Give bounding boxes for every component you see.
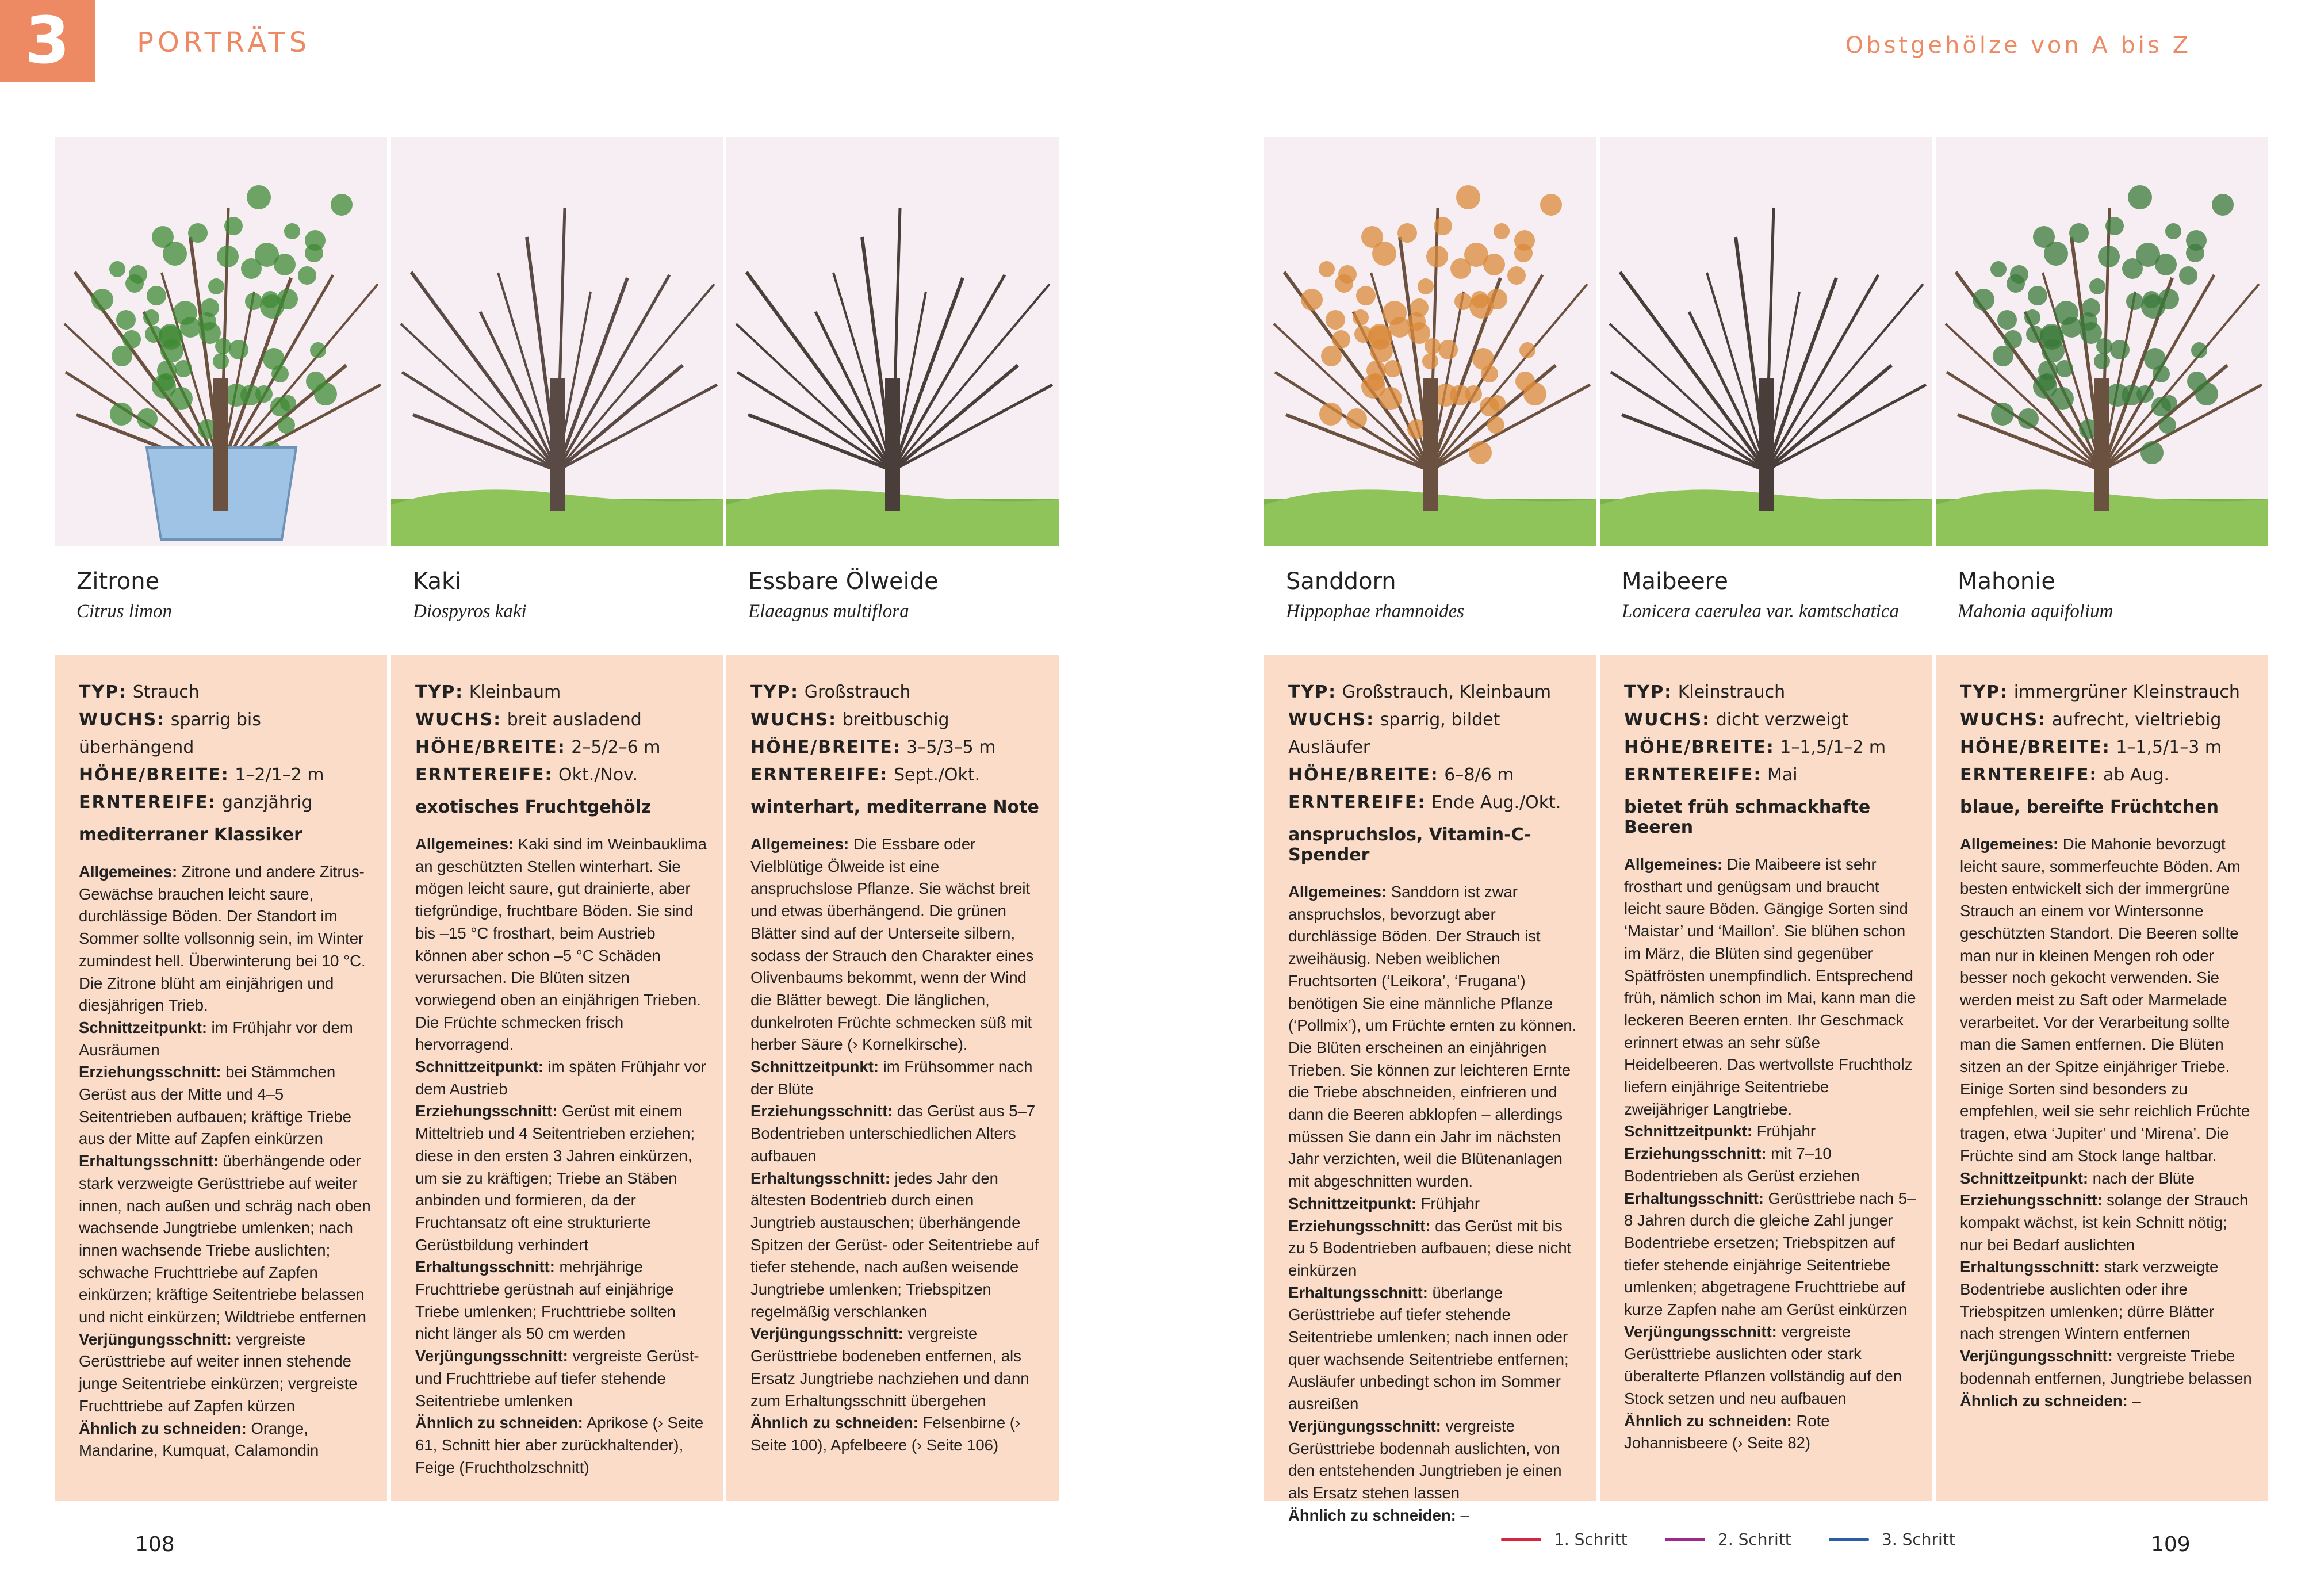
section-text: Schnittzeitpunkt: Frühjahr: [1624, 1122, 1816, 1140]
section-text: Allgemeines: Die Maibeere ist sehr frosthart und genügsam und braucht leicht saure Böden. Gängige Sorten sind ‘Maistar’ und ‘Maillon’. Sie blühen schon im März, die Blüten sind gegenüber Spätfrösten unempfindlich. Entsprechend früh, nämlich schon im Mai, kann man die leckeren Beeren ernten. Ihr Geschmack erinnert etwas an sehr süße Heidelbeeren. Das wertvollste Fruchtholz liefern einjährige Seitentriebe zweijähriger Langtriebe.: [1624, 855, 1916, 1118]
section-text: Erziehungsschnitt: mit 7–10 Bodentrieben als Gerüst erziehen: [1624, 1145, 1860, 1185]
section-text: Erziehungsschnitt: das Gerüst mit bis zu 5 Bodentrieben aufbauen; diese nicht einkürzen: [1288, 1216, 1572, 1279]
plant-description: [415, 833, 707, 1479]
plant-name: Kaki: [413, 568, 462, 595]
fact-typ: TYP: Kleinbaum: [415, 682, 561, 702]
fact-hoehe-breite: HÖHE/BREITE: 6–8/6 m: [1288, 765, 1514, 785]
plant-illustration: [726, 137, 1059, 546]
fact-wuchs: WUCHS: dicht verzweigt: [1624, 710, 1849, 730]
section-text: Ähnlich zu schneiden: –: [1960, 1391, 2141, 1410]
fact-erntereife: ERNTEREIFE: Mai: [1624, 765, 1798, 785]
section-text: Erhaltungsschnitt: mehrjährige Fruchttriebe gerüstnah auf einjährige Triebe umlenken; Fruchttriebe sollten nicht länger als 50 cm werden: [415, 1258, 676, 1343]
plant-name: Sanddorn: [1286, 568, 1396, 595]
plant-illustration: [391, 137, 723, 546]
plant-description: [1960, 833, 2252, 1412]
legend-line: [1665, 1538, 1705, 1541]
fact-erntereife: ERNTEREIFE: Okt./Nov.: [415, 765, 638, 785]
plant-name: Mahonie: [1958, 568, 2055, 595]
fact-typ: TYP: Strauch: [79, 682, 200, 702]
section-text: Erziehungsschnitt: Gerüst mit einem Mitteltrieb und 4 Seitentrieben erziehen; diese in den ersten 3 Jahren einkürzen, um sie zu kräftigen; Triebe an Stäben anbinden und formieren, da der Fruchtansatz oft eine strukturierte Gerüstbildung verhindert: [415, 1102, 695, 1254]
section-text: Verjüngungsschnitt: vergreiste Gerüsttriebe bodennah auslichten, von den entstehenden Jungtrieben je einen als Ersatz stehen lassen: [1288, 1417, 1562, 1502]
section-text: Verjüngungsschnitt: vergreiste Gerüsttriebe auslichten oder stark überalterte Pflanzen vollständig auf den Stock setzen und neu aufbauen: [1624, 1322, 1902, 1407]
plant-info-box: [391, 655, 723, 1501]
section-text: Schnittzeitpunkt: im Frühjahr vor dem Ausräumen: [79, 1018, 353, 1059]
tree-drawing: [726, 137, 1059, 546]
fact-hoehe-breite: HÖHE/BREITE: 1–2/1–2 m: [79, 765, 324, 785]
section-text: Erhaltungsschnitt: Gerüsttriebe nach 5–8 Jahren durch die gleiche Zahl junger Bodentriebe ersetzen; Triebspitzen auf tiefer stehende einjährige Seitentriebe umlenken; abgetragene Fruchttriebe auf kurze Zapfen nahe am Gerüst einkürzen: [1624, 1189, 1916, 1319]
chapter-number-badge: 3: [0, 0, 95, 82]
chapter-title: PORTRÄTS: [137, 26, 311, 59]
fact-hoehe-breite: HÖHE/BREITE: 1–1,5/1–2 m: [1624, 737, 1886, 757]
section-text: Schnittzeitpunkt: nach der Blüte: [1960, 1169, 2195, 1187]
plant-name: Essbare Ölweide: [748, 568, 939, 595]
section-text: Ähnlich zu schneiden: –: [1288, 1506, 1469, 1524]
legend-item-step-3: [1829, 1530, 1955, 1549]
section-text: Erziehungsschnitt: das Gerüst aus 5–7 Bodentrieben unterschiedlichen Alters aufbauen: [750, 1102, 1036, 1165]
page-number-left: 108: [135, 1533, 175, 1556]
plant-facts: [415, 679, 707, 789]
page-number-right: 109: [2151, 1533, 2191, 1556]
plant-facts: [1288, 679, 1580, 817]
plant-facts: [79, 679, 371, 817]
fact-wuchs: WUCHS: breitbuschig: [750, 710, 949, 730]
section-text: Schnittzeitpunkt: Frühjahr: [1288, 1194, 1480, 1212]
plant-info-box: [1936, 655, 2268, 1501]
section-text: Erhaltungsschnitt: jedes Jahr den ältesten Bodentrieb durch einen Jungtrieb austauschen; überhängende Spitzen der Gerüst- oder Seitentriebe auf tiefer stehende, nach außen weisende Jungtriebe umlenken; Triebspitzen regelmäßig verschlanken: [750, 1169, 1039, 1321]
plant-latin-name: Hippophae rhamnoides: [1286, 601, 1465, 622]
section-text: Allgemeines: Die Essbare oder Vielblütige Ölweide ist eine anspruchslose Pflanze. Sie wächst breit und etwas überhängend. Die grünen Blätter sind auf der Unterseite silbern, sodass der Strauch den Charakter eines Olivenbaums bekommt, wenn der Wind die Blätter bewegt. Die länglichen, dunkelroten Früchte schmecken süß mit herber Säure (› Kornelkirsche).: [750, 835, 1034, 1054]
legend-label: 1. Schritt: [1554, 1530, 1628, 1549]
legend-item-step-1: [1501, 1530, 1628, 1549]
fact-erntereife: ERNTEREIFE: ganzjährig: [79, 793, 313, 813]
section-title: Obstgehölze von A bis Z: [1845, 32, 2191, 59]
legend-label: 3. Schritt: [1882, 1530, 1955, 1549]
section-text: Ähnlich zu schneiden: Aprikose (› Seite 61, Schnitt hier aber zurückhaltender), Feige (Fruchtholzschnitt): [415, 1414, 704, 1476]
plant-info-box: [1264, 655, 1596, 1524]
plant-name: Zitrone: [76, 568, 160, 595]
plant-latin-name: Elaeagnus multiflora: [748, 601, 909, 622]
section-text: Allgemeines: Sanddorn ist zwar anspruchslos, bevorzugt aber durchlässige Böden. Der Strauch ist zweihäusig. Neben weiblichen Fruchtsorten (‘Leikora’, ‘Frugana’) benötigen Sie eine männliche Pflanze (‘Pollmix’), um Früchte ernten zu können. Die Blüten erscheinen an einjährigen Trieben. Sie können zur leichteren Ernte die Triebe abschneiden, einfrieren und dann die Beeren abklopfen – allerdings müssen Sie dann ein Jahr im nächsten Jahr verzichten, weil die Blütenanlagen mit abgeschnitten wurden.: [1288, 883, 1577, 1191]
plant-tagline: exotisches Fruchtgehölz: [415, 797, 652, 817]
section-text: Verjüngungsschnitt: vergreiste Gerüst- und Fruchttriebe auf tiefer stehende Seitentriebe umlenken: [415, 1347, 699, 1410]
section-text: Erhaltungsschnitt: überlange Gerüsttriebe auf tiefer stehende Seitentriebe umlenken; nach innen oder quer wachsende Seitentriebe entfernen; Ausläufer unbedingt schon im Sommer ausreißen: [1288, 1283, 1569, 1413]
plant-tagline: blaue, bereifte Früchtchen: [1960, 797, 2219, 817]
plant-facts: [1960, 679, 2252, 789]
section-text: Erziehungsschnitt: solange der Strauch kompakt wächst, ist kein Schnitt nötig; nur bei Bedarf auslichten: [1960, 1191, 2249, 1254]
fact-erntereife: ERNTEREIFE: ab Aug.: [1960, 765, 2170, 785]
legend-item-step-2: [1665, 1530, 1791, 1549]
legend-label: 2. Schritt: [1718, 1530, 1791, 1549]
fact-erntereife: ERNTEREIFE: Sept./Okt.: [750, 765, 981, 785]
plant-latin-name: Mahonia aquifolium: [1958, 601, 2113, 622]
plant-illustration: [55, 137, 387, 546]
tree-drawing: [1264, 137, 1596, 546]
section-text: Allgemeines: Kaki sind im Weinbauklima an geschützten Stellen winterhart. Sie mögen leicht saure, gut drainierte, aber tiefgründige, fruchtbare Böden. Sie sind bis –15 °C frosthart, beim Austrieb können aber schon –5 °C Schäden verursachen. Die Blüten sitzen vorwiegend oben an einjährigen Trieben. Die Früchte schmecken frisch hervorragend.: [415, 835, 707, 1054]
section-text: Verjüngungsschnitt: vergreiste Gerüsttriebe bodeneben entfernen, als Ersatz Jungtriebe nachziehen und dann zum Erhaltungsschnitt übergehen: [750, 1325, 1029, 1410]
fact-typ: TYP: Kleinstrauch: [1624, 682, 1786, 702]
plant-latin-name: Citrus limon: [76, 601, 172, 622]
plant-info-box: [726, 655, 1059, 1501]
fact-hoehe-breite: HÖHE/BREITE: 3–5/3–5 m: [750, 737, 996, 757]
fact-typ: TYP: Großstrauch, Kleinbaum: [1288, 682, 1552, 702]
plant-latin-name: Lonicera caerulea var. kamtschatica: [1622, 601, 1900, 622]
plant-facts: [1624, 679, 1916, 789]
fact-erntereife: ERNTEREIFE: Ende Aug./Okt.: [1288, 793, 1561, 813]
section-text: Schnittzeitpunkt: im späten Frühjahr vor dem Austrieb: [415, 1058, 706, 1098]
plant-tagline: anspruchslos, Vitamin-C-Spender: [1288, 825, 1531, 865]
plant-description: [750, 833, 1043, 1457]
plant-description: [1288, 881, 1580, 1526]
section-text: Ähnlich zu schneiden: Felsenbirne (› Seite 100), Apfelbeere (› Seite 106): [750, 1414, 1021, 1454]
section-text: Erhaltungsschnitt: überhängende oder stark verzweigte Gerüsttriebe auf weiter innen, nach außen und schräg nach oben wachsende Jungtriebe umlenken; nach innen wachsende Triebe auslichten; schwache Fruchttriebe auf Zapfen einkürzen; kräftige Seitentriebe belassen und nicht einkürzen; Wildtriebe entfernen: [79, 1152, 371, 1326]
tree-drawing: [55, 137, 387, 546]
section-text: Verjüngungsschnitt: vergreiste Gerüsttriebe auf weiter innen stehende junge Seitentriebe einkürzen; vergreiste Fruchttriebe auf Zapfen kürzen: [79, 1330, 358, 1415]
plant-info-box: [1600, 655, 1932, 1501]
section-text: Ähnlich zu schneiden: Rote Johannisbeere (› Seite 82): [1624, 1411, 1830, 1452]
tree-drawing: [391, 137, 723, 546]
section-text: Ähnlich zu schneiden: Orange, Mandarine, Kumquat, Calamondin: [79, 1419, 319, 1460]
section-text: Allgemeines: Die Mahonie bevorzugt leicht saure, sommerfeuchte Böden. Am besten entwickelt sich der immergrüne Strauch an einem vor Wintersonne geschützten Standort. Die Beeren sollte man nur in kleinen Mengen roh oder besser noch gekocht verwenden. Sie werden meist zu Saft oder Marmelade verarbeitet. Vor der Verarbeitung sollte man die Samen entfernen. Die Blüten sitzen an der Spitze einjähriger Triebe. Einige Sorten sind besonders zu empfehlen, weil sie sehr reichlich Früchte tragen, etwa ‘Jupiter’ und ‘Mirena’. Die Früchte sind am Stock lange haltbar.: [1960, 835, 2250, 1165]
fact-wuchs: WUCHS: aufrecht, vieltriebig: [1960, 710, 2222, 730]
fact-typ: TYP: immergrüner Kleinstrauch: [1960, 682, 2240, 702]
fact-wuchs: WUCHS: breit ausladend: [415, 710, 642, 730]
fact-wuchs: WUCHS: sparrig, bildet Ausläufer: [1288, 710, 1500, 757]
section-text: Erziehungsschnitt: bei Stämmchen Gerüst aus der Mitte und 4–5 Seitentrieben aufbauen; kräftige Triebe aus der Mitte auf Zapfen einkürzen: [79, 1063, 351, 1148]
tree-drawing: [1936, 137, 2268, 546]
fact-hoehe-breite: HÖHE/BREITE: 2–5/2–6 m: [415, 737, 661, 757]
fact-typ: TYP: Großstrauch: [750, 682, 911, 702]
legend-line: [1501, 1538, 1541, 1541]
legend-line: [1829, 1538, 1869, 1541]
plant-name: Maibeere: [1622, 568, 1728, 595]
section-text: Allgemeines: Zitrone und andere Zitrus-Gewächse brauchen leicht saure, durchlässige Böden. Der Standort im Sommer sollte vollsonnig sein, im Winter zumindest hell. Überwinterung bei 10 °C. Die Zitrone blüht am einjährigen und diesjährigen Trieb.: [79, 863, 366, 1015]
tree-drawing: [1600, 137, 1932, 546]
plant-description: [1624, 854, 1916, 1455]
plant-info-box: [55, 655, 387, 1501]
plant-latin-name: Diospyros kaki: [413, 601, 527, 622]
plant-tagline: mediterraner Klassiker: [79, 825, 302, 845]
plant-facts: [750, 679, 1043, 789]
fact-wuchs: WUCHS: sparrig bis überhängend: [79, 710, 261, 757]
plant-illustration: [1600, 137, 1932, 546]
plant-tagline: winterhart, mediterrane Note: [750, 797, 1039, 817]
section-text: Erhaltungsschnitt: stark verzweigte Bodentriebe auslichten oder ihre Triebspitzen umlenken; dürre Blätter nach strengen Wintern entfernen: [1960, 1258, 2219, 1343]
plant-tagline: bietet früh schmackhafte Beeren: [1624, 797, 1871, 837]
plant-illustration: [1264, 137, 1596, 546]
section-text: Schnittzeitpunkt: im Frühsommer nach der Blüte: [750, 1058, 1033, 1098]
plant-illustration: [1936, 137, 2268, 546]
fact-hoehe-breite: HÖHE/BREITE: 1–1,5/1–3 m: [1960, 737, 2222, 757]
plant-description: [79, 861, 371, 1462]
section-text: Verjüngungsschnitt: vergreiste Triebe bodennah entfernen, Jungtriebe belassen: [1960, 1347, 2252, 1387]
